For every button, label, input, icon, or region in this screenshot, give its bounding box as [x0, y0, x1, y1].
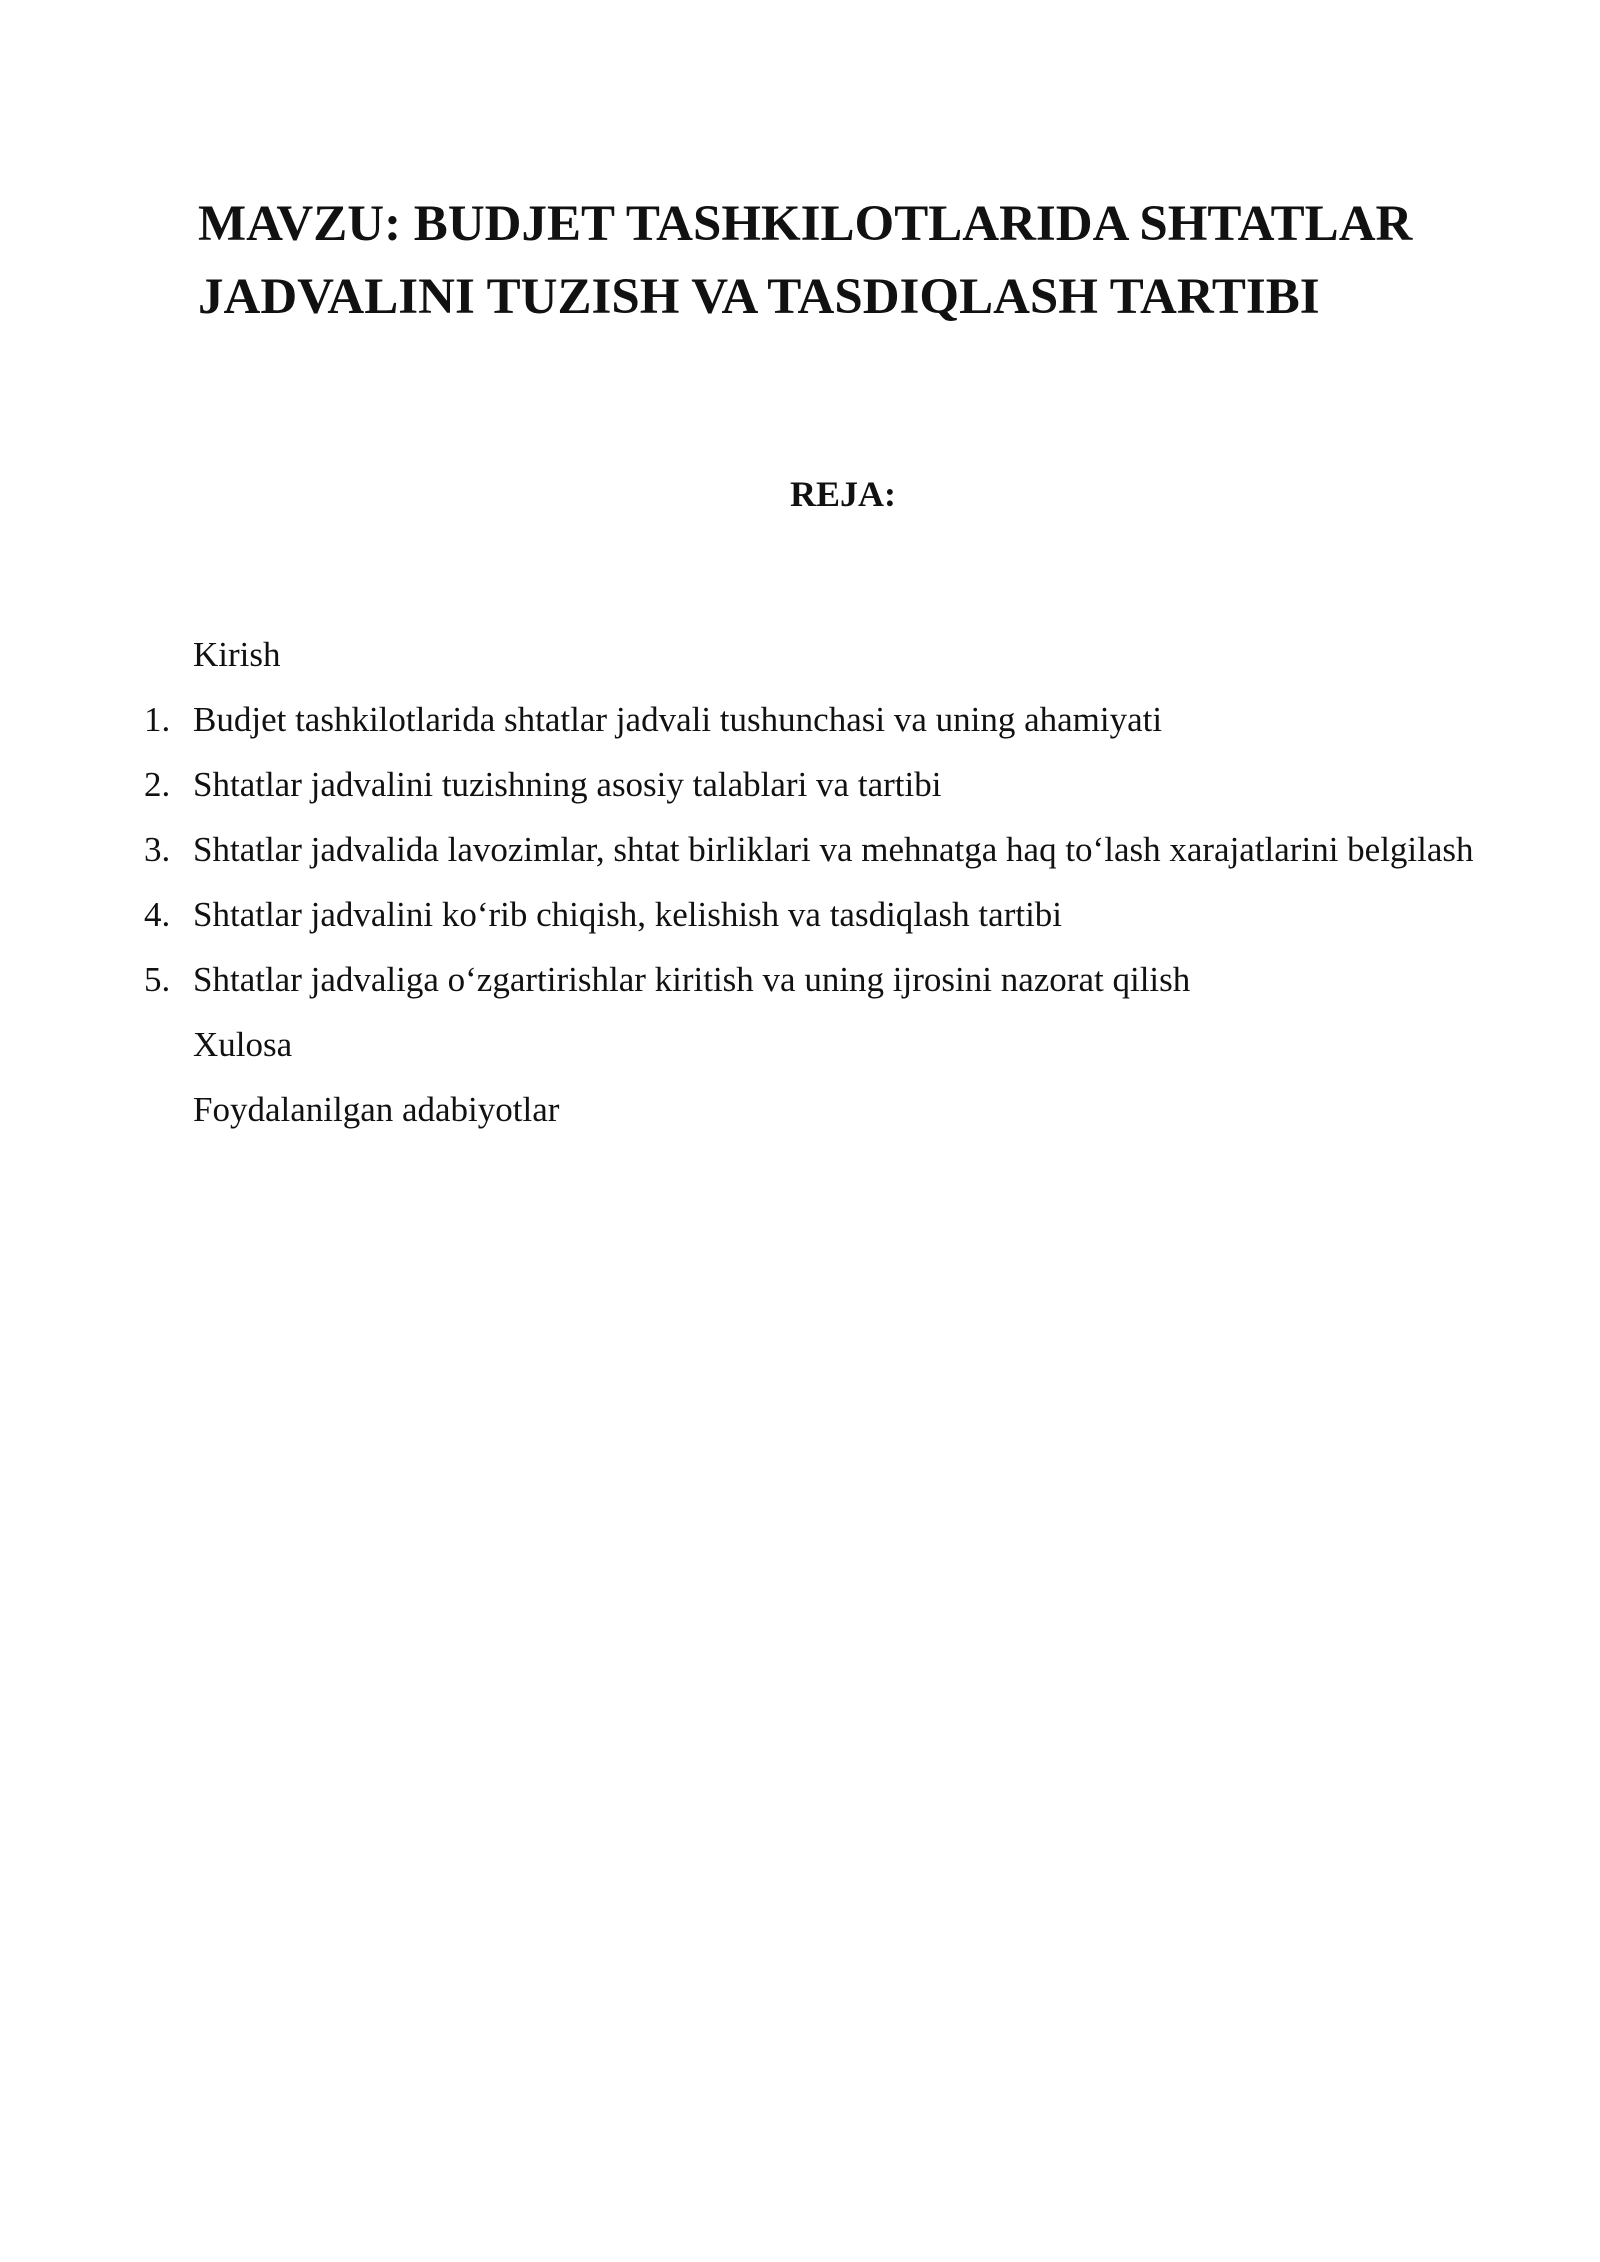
plan-item-number: 4. — [144, 895, 171, 934]
plan-heading: REJA: — [790, 474, 896, 514]
plan-item-5 — [140, 947, 1490, 1012]
plan-item-1 — [140, 687, 1490, 752]
plan-item-text: Shtatlar jadvalini ko‘rib chiqish, kelishish va tasdiqlash tartibi — [193, 895, 1063, 934]
plan-item-3 — [140, 817, 1490, 882]
plan-item-text: Budjet tashkilotlarida shtatlar jadvali tushunchasi va uning ahamiyati — [193, 700, 1163, 739]
plan-list — [140, 622, 1490, 1142]
plan-item-number: 5. — [144, 960, 171, 999]
plan-item-introduction — [140, 622, 1490, 687]
title-line-1: MAVZU: BUDJET TASHKILOTLARIDA SHTATLAR — [198, 196, 1413, 252]
plan-item-references — [140, 1077, 1490, 1142]
plan-item-text: Shtatlar jadvalini tuzishning asosiy talablari va tartibi — [193, 765, 942, 804]
plan-item-text: Foydalanilgan adabiyotlar — [193, 1090, 560, 1129]
title-line-2: JADVALINI TUZISH VA TASDIQLASH TARTIBI — [198, 269, 1320, 325]
plan-item-text: Xulosa — [193, 1025, 293, 1064]
document-title — [198, 188, 1498, 334]
plan-item-number: 1. — [144, 700, 171, 739]
plan-item-number: 2. — [144, 765, 171, 804]
plan-item-text: Shtatlar jadvaliga o‘zgartirishlar kiritish va uning ijrosini nazorat qilish — [193, 960, 1191, 999]
plan-item-number: 3. — [144, 830, 171, 869]
plan-item-text: Kirish — [193, 635, 281, 674]
plan-item-conclusion — [140, 1012, 1490, 1077]
plan-item-2 — [140, 752, 1490, 817]
plan-item-4 — [140, 882, 1490, 947]
plan-item-text: Shtatlar jadvalida lavozimlar, shtat birliklari va mehnatga haq to‘lash xarajatlarini belgilash — [193, 830, 1474, 869]
